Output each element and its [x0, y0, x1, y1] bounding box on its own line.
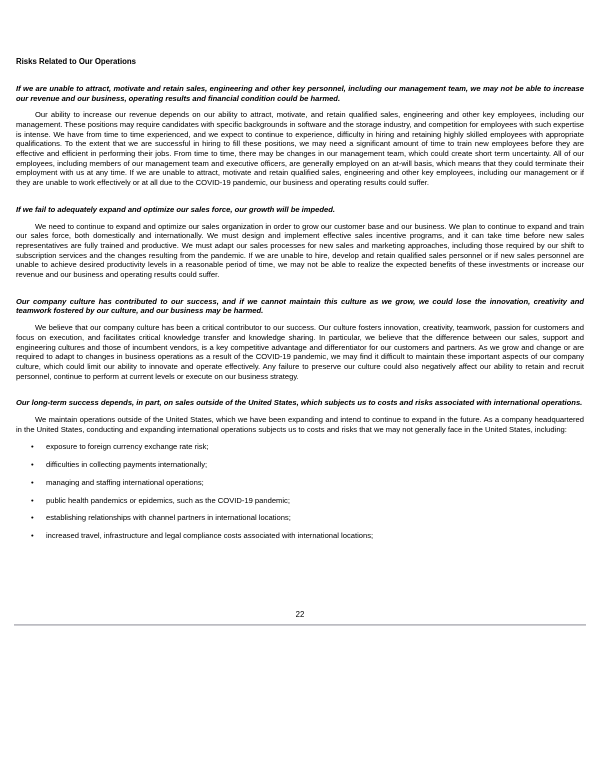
list-item [31, 460, 584, 470]
bullet-icon: • [31, 513, 34, 523]
bullet-icon: • [31, 442, 34, 452]
bullet-icon: • [31, 477, 34, 487]
risk-heading-retain-personnel: If we are unable to attract, motivate and retain sales, engineering and other key personnel, including our management team, we may not be able to increase our revenue and our business, operating results and financial condition could be harmed. [16, 83, 584, 103]
risk-paragraph: We believe that our company culture has been a critical contributor to our success. Our culture fosters innovation, creativity, teamwork, passion for customers and focus on execution, and facilitates critical knowledge transfer and knowledge sharing. In particular, we believe that the difference between our sales, support and engineering cultures and those of incumbent vendors, is a key competitive advantage and differentiator for our customers and partners. As we grow and change or are required to adapt to changes in business operations as a result of the COVID-19 pandemic, we may find it difficult to maintain these important aspects of our company culture, which could limit our ability to innovate and operate effectively. Any failure to preserve our culture could also negatively affect our ability to retain and recruit personnel, continue to perform at current levels or execute on our business strategy. [16, 323, 584, 381]
risk-paragraph: Our ability to increase our revenue depends on our ability to attract, motivate, and retain qualified sales, engineering and other key employees, including our management. These positions may require candidates with specific backgrounds in software and the storage industry, and competition for employees with such expertise is intense. We have from time to time experienced, and we expect to continue to experience, difficulty in hiring and retaining highly skilled employees with appropriate qualifications. To the extent that we are successful in hiring to fill these positions, we may need a significant amount of time to train new employees before they are effective and efficient in performing their jobs. From time to time, there may be changes in our management team, which could create short term uncertainty. All of our employees, including members of our management team and executive officers, are generally employed on an at-will basis, which means that they could terminate their employment with us at any time. If we are unable to attract, motivate and retain qualified sales, engineering and other key employees, including our management or if they are unable to work effectively or at all due to the COVID-19 pandemic, our business and operating results could suffer. [16, 110, 584, 188]
bullet-icon: • [31, 531, 34, 540]
bullet-item-text: difficulties in collecting payments internationally; [46, 460, 208, 470]
bullet-list [16, 442, 584, 540]
list-item [31, 478, 584, 488]
bullet-item-text: increased travel, infrastructure and legal compliance costs associated with international locations; [46, 531, 374, 540]
bullet-item-text: public health pandemics or epidemics, such as the COVID-19 pandemic; [46, 495, 290, 505]
risk-paragraph: We maintain operations outside of the United States, which we have been expanding and intend to continue to expand in the future. As a company headquartered in the United States, conducting and expanding international operations subjects us to costs and risks that we may not generally face in the United States, including: [16, 415, 584, 434]
bullet-icon: • [31, 460, 34, 470]
risk-heading-sales-force: If we fail to adequately expand and optimize our sales force, our growth will be impeded. [16, 204, 335, 214]
risk-heading-international-operations: Our long-term success depends, in part, on sales outside of the United States, which subjects us to costs and risks associated with international operations. [16, 398, 583, 408]
list-item [31, 513, 584, 523]
page-footer [0, 610, 600, 626]
risk-paragraph: We need to continue to expand and optimize our sales organization in order to grow our customer base and our business. We plan to continue to expand and train our sales force, both domestically and internationally. We must design and implement effective sales incentive programs, and it can take time before new sales representatives are fully trained and productive. We must adapt our sales processes for new sales and marketing approaches, including those required by our shift to subscription services and the changes resulting from the pandemic. If we are unable to hire, develop and retain qualified sales personnel or if new sales personnel are unable to achieve desired productivity levels in a reasonable period of time, we may not be able to realize the expected benefits of these investments or increase our revenue and our business and operating results could suffer. [16, 221, 584, 280]
risk-heading-company-culture: Our company culture has contributed to our success, and if we cannot maintain this culture as we grow, we could lose the innovation, creativity and teamwork fostered by our culture, and our business may be harmed. [16, 296, 584, 316]
bullet-item-text: managing and staffing international operations; [46, 477, 204, 487]
bullet-item-text: establishing relationships with channel partners in international locations; [46, 513, 291, 523]
list-item [31, 531, 584, 541]
list-item [31, 496, 584, 506]
bullet-icon: • [31, 495, 34, 505]
page-number: 22 [295, 610, 305, 619]
page-title: Risks Related to Our Operations [16, 57, 137, 66]
footer-divider [14, 624, 586, 626]
list-item [31, 442, 584, 452]
bullet-item-text: exposure to foreign currency exchange rate risk; [46, 442, 209, 452]
